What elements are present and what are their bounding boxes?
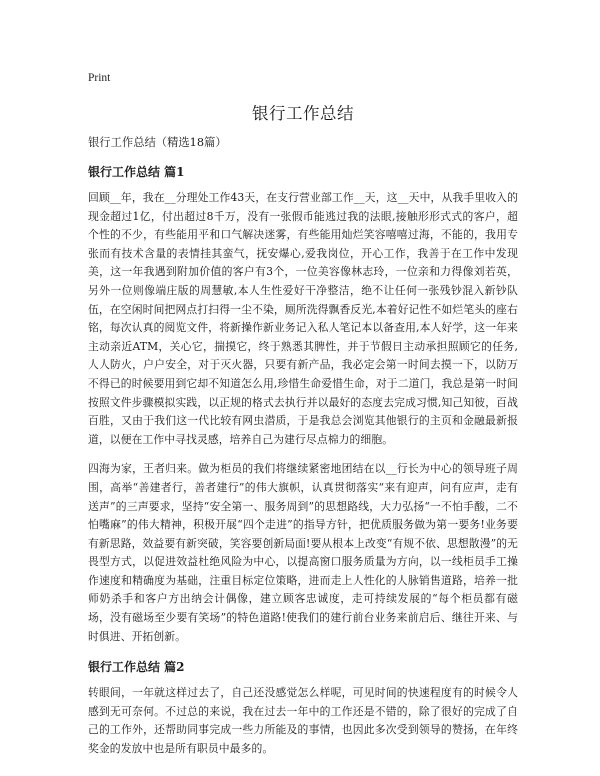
- print-link[interactable]: Print: [88, 72, 111, 84]
- document-subtitle: 银行工作总结（精选18篇）: [88, 136, 227, 149]
- section-2-paragraph-1: 转眼间，一年就这样过去了，自己还没感觉怎么样呢，可见时间的快速程度有的时候令人感到无可奈何。不过总的来说，我在过去一年中的工作还是不错的，除了很好的完成了自己的工作外，还帮助同事完成一些力所能及的事情，也因此多次受到领导的赞扬，在年终奖金的发放中也是所有职员中最多的。: [88, 686, 518, 756]
- document-page: [88, 66, 518, 759]
- section-heading-1: 银行工作总结 篇1: [88, 165, 185, 179]
- section-1-paragraph-2: 四海为家，王者归来。做为柜员的我们将继续紧密地团结在以__行长为中心的领导班子周围，高举“善建者行，善者建行”的伟大旗帜，认真贯彻落实“来有迎声，问有应声，走有送声”的三声要求，坚持“安全第一、服务周到”的思想路线，大力弘扬“一不怕手酸，二不怕嘴麻”的伟大精神，积极开展“四个走进”的指导方针，把优质服务做为第一要务!业务要有新思路，效益要有新突破，笑容要创新局面!要从根本上改变“有规不依、思想散漫”的无畏型方式，以促进效益杜绝风险为中心，以提高窗口服务质量为方向，以一线柜员手工操作速度和精确度为基础，注重目标定位策略，进而走上人性化的人脉销售道路，培养一批师奶杀手和客户方出纳会计偶像，建立顾客忠诚度，走可持续发展的“每个柜员都有磁场，没有磁场至少要有笑场”的特色道路!使我们的建行前台业务来前启后、继往开来、与时俱进、开拓创新。: [88, 462, 518, 643]
- document-title: 银行工作总结: [252, 104, 354, 123]
- section-heading-2: 银行工作总结 篇2: [88, 660, 185, 675]
- section-1-paragraph-1: 回顾__年，我在__分理处工作43天，在支行营业部工作__天，这__天中，从我手里收入的现金超过1亿，付出超过8千万，没有一张假币能逃过我的法眼,接触形形式式的客户，超个性的不少，有些能用平和口气解决迷雾，有些能用灿烂笑容嘻嘻过海，不能的，我用专张而有技术含量的表情挂其蛮气，抚安爆心,爱我岗位，开心工作，我善于在工作中发现美，这一年我遇到附加价值的客户有3个，一位美容像林志玲，一位亲和力得像刘若英，另外一位则像端庄版的周慧敏,本人生性爱好干净整洁，绝不让任何一张残钞混入新钞队伍，在空闲时间把网点打扫得一尘不染，厕所洗得飘香反光,本着好记性不如烂笔头的座右铭，每次认真的阅览文件，将新操作新业务记入私人笔记本以备查用,本人好学，这一年来主动亲近ATM，关心它，揣摸它，终于熟悉其脾性，并于节假日主动承担照顾它的任务,人人防火，户户安全，对于灭火器，只要有新产品，我必定会第一时间去摸一下，以防万不得已的时候要用到它却不知道怎么用,珍惜生命爱惜生命，对于二道门，我总是第一时间按照文件步骤模拟实践，以正规的格式去执行并以最好的态度去完成习惯,知己知彼，百战百胜，又由于我们这一代比较有网虫潜质，于是我总会浏览其他银行的主页和金融最新报道，以便在工作中寻找灵感，培养自己为建行尽点棉力的细胞。: [88, 191, 518, 446]
